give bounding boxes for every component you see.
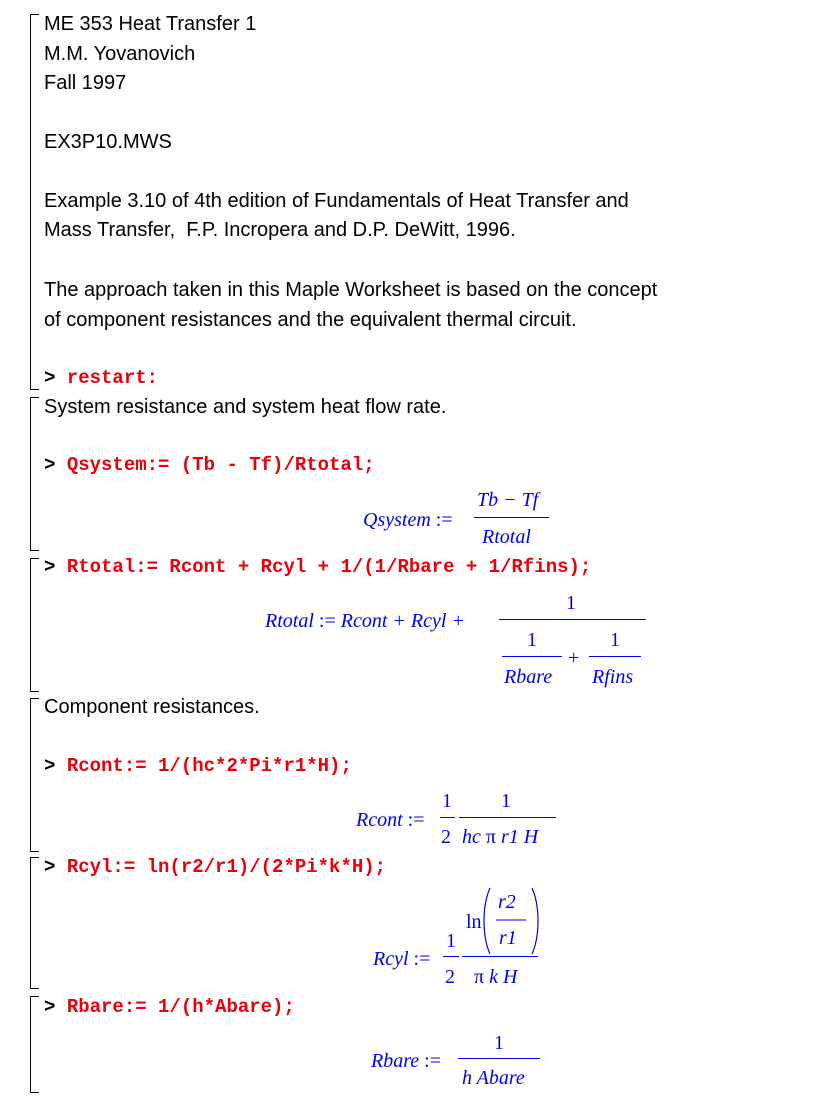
section-bracket-components (30, 698, 39, 852)
file-name: EX3P10.MWS (44, 131, 172, 153)
output-qsystem-denominator: Rtotal (482, 526, 531, 548)
rcont-denominator: hc π r1 H (462, 826, 539, 848)
ln-function: ln (466, 911, 482, 933)
half-denominator: 2 (441, 826, 451, 848)
half-denominator: 2 (445, 966, 455, 988)
command-text: Rbare:= 1/(h*Abare); (66, 996, 295, 1018)
command-text: Rcont:= 1/(hc*2*Pi*r1*H); (66, 755, 352, 777)
input-rcyl[interactable] (44, 855, 386, 879)
fraction-bar (440, 817, 455, 818)
fraction-bar (589, 656, 641, 657)
section-heading-components: Component resistances. (44, 696, 260, 718)
description-line-1: Example 3.10 of 4th edition of Fundamentals of Heat Transfer and (44, 190, 629, 212)
rfins-numerator: 1 (610, 629, 620, 651)
prompt-symbol: > (44, 856, 56, 878)
output-qsystem-lhs: Qsystem := (363, 509, 453, 531)
term: Fall 1997 (44, 72, 127, 94)
half-numerator: 1 (446, 930, 456, 952)
input-rtotal[interactable] (44, 555, 591, 579)
command-text: Rtotal:= Rcont + Rcyl + 1/(1/Rbare + 1/Rfins); (66, 556, 592, 578)
output-rtotal-lhs: Rtotal := Rcont + Rcyl + (265, 610, 465, 632)
fraction-bar (459, 817, 556, 818)
output-rcyl-lhs: Rcyl := (373, 948, 431, 970)
command-text: Qsystem:= (Tb - Tf)/Rtotal; (66, 454, 375, 476)
prompt-symbol: > (44, 367, 56, 389)
section-bracket-rcyl (30, 857, 39, 989)
rbare-numerator: 1 (527, 629, 537, 651)
section-bracket-system (30, 397, 39, 551)
input-rcont[interactable] (44, 754, 352, 778)
prompt-symbol: > (44, 454, 56, 476)
rfins-denominator: Rfins (592, 666, 634, 688)
prompt-symbol: > (44, 556, 56, 578)
approach-line-1: The approach taken in this Maple Worksheet is based on the concept (44, 279, 658, 301)
prompt-symbol: > (44, 755, 56, 777)
fraction-bar (458, 1058, 540, 1059)
section-bracket-rtotal (30, 558, 39, 692)
command-text: Rcyl:= ln(r2/r1)/(2*Pi*k*H); (66, 856, 387, 878)
section-heading-system: System resistance and system heat flow rate. (44, 396, 447, 418)
output-rcont-lhs: Rcont := (356, 809, 425, 831)
rbare-output-numerator: 1 (494, 1032, 504, 1054)
fraction-bar (462, 956, 538, 957)
fraction-bar (443, 956, 459, 957)
input-restart[interactable] (44, 366, 158, 390)
rcyl-denominator: π k H (474, 966, 518, 988)
rcont-numerator: 1 (501, 790, 511, 812)
fraction-bar (474, 517, 549, 518)
rbare-denominator: Rbare (504, 666, 553, 688)
fraction-bar (502, 656, 562, 657)
output-rtotal-numerator: 1 (566, 592, 576, 614)
description-line-2: Mass Transfer, F.P. Incropera and D.P. DeWitt, 1996. (44, 219, 516, 241)
approach-line-2: of component resistances and the equivalent thermal circuit. (44, 309, 577, 331)
prompt-symbol: > (44, 996, 56, 1018)
section-bracket-rbare (30, 996, 39, 1093)
half-numerator: 1 (442, 790, 452, 812)
input-qsystem[interactable] (44, 453, 375, 477)
plus-sign: + (568, 647, 580, 669)
output-qsystem-numerator: Tb − Tf (477, 489, 539, 511)
command-text: restart: (66, 367, 159, 389)
r2-numerator: r2 (498, 891, 516, 913)
input-rbare[interactable] (44, 995, 295, 1019)
section-bracket-header (30, 14, 39, 390)
rbare-output-denominator: h Abare (462, 1067, 525, 1089)
author: M.M. Yovanovich (44, 43, 196, 65)
r1-denominator: r1 (499, 927, 517, 949)
output-rbare-lhs: Rbare := (371, 1050, 441, 1072)
fraction-bar (499, 619, 646, 620)
course-title: ME 353 Heat Transfer 1 (44, 13, 257, 35)
